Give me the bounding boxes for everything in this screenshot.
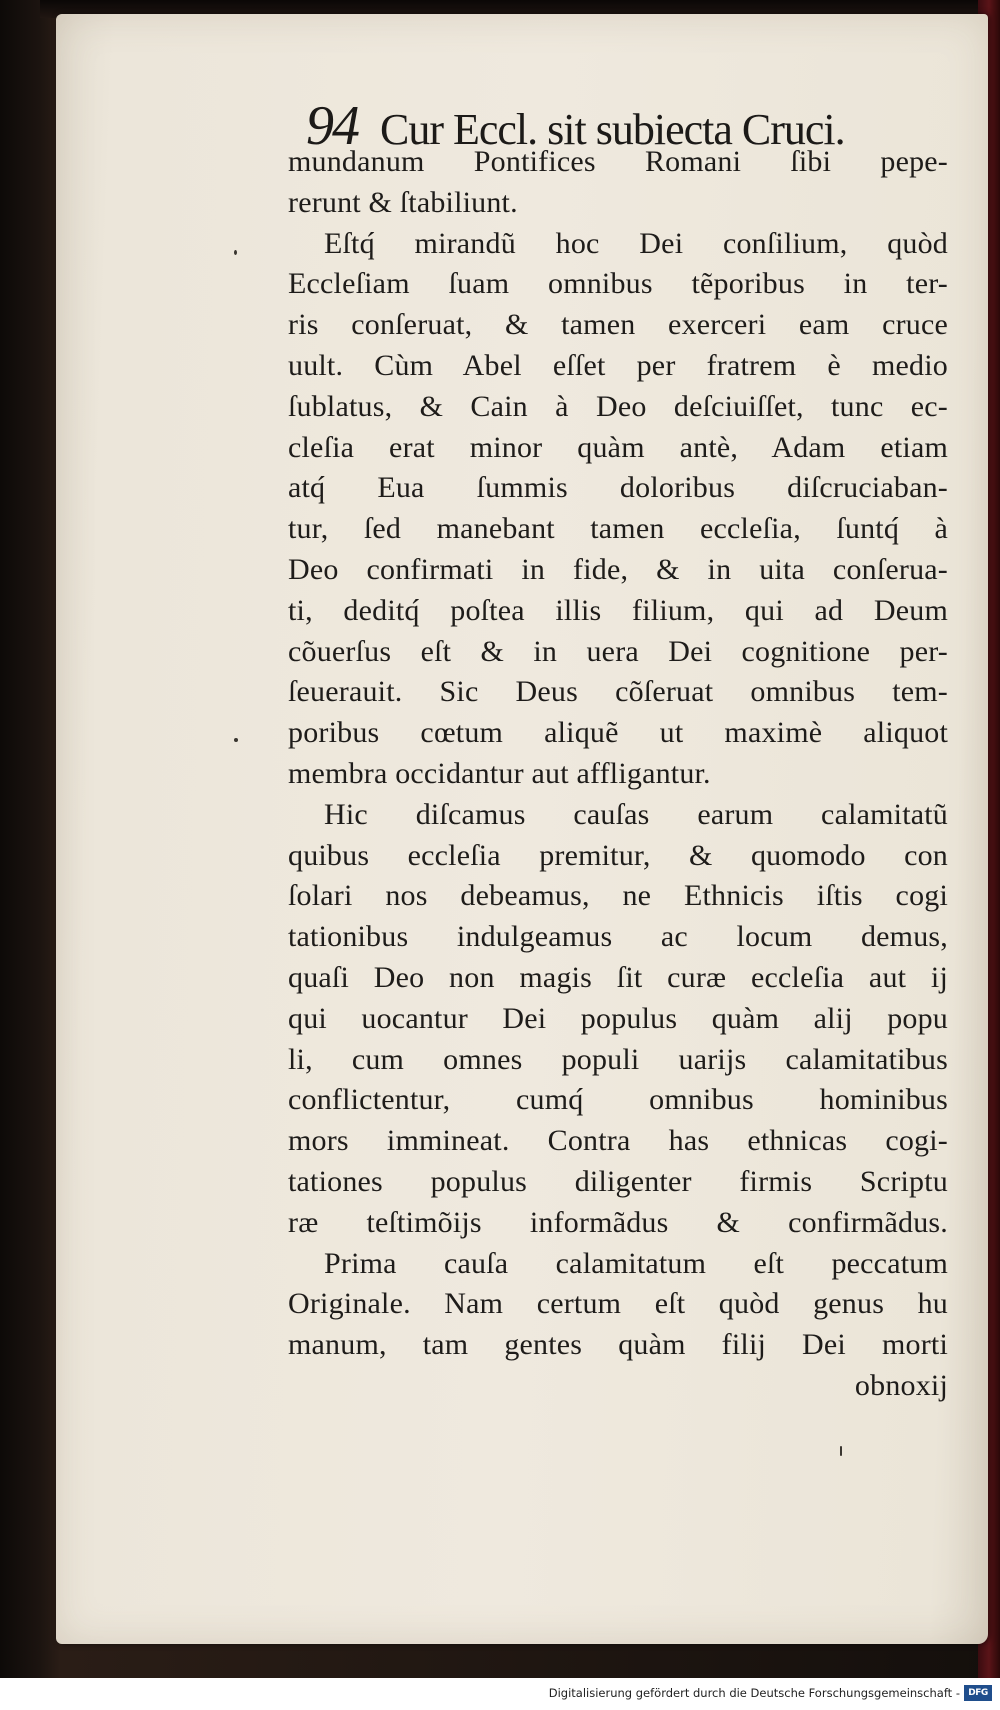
text-line: ſeuerauit. Sic Deus cõſeruat omnibus tem- — [288, 675, 948, 709]
footer-bar — [0, 1678, 1000, 1710]
text-line: ſublatus, & Cain à Deo deſciuiſſet, tunc ec- — [288, 389, 948, 423]
text-line: manum, tam gentes quàm filij Dei morti — [288, 1328, 948, 1362]
text-line: Eccleſiam ſuam omnibus tẽporibus in ter- — [288, 267, 948, 301]
page-number: 94 — [306, 95, 358, 157]
dfg-logo: DFG — [964, 1685, 992, 1701]
ink-speck — [234, 250, 237, 255]
text-line: ti, deditq́ poſtea illis filium, qui ad Deum — [288, 593, 948, 627]
text-line: mors immineat. Contra has ethnicas cogi- — [288, 1124, 948, 1158]
text-line: mundanum Pontifices Romani ſibi pepe- — [288, 145, 948, 178]
running-head: Cur Eccl. sit subiecta Cruci. — [380, 105, 845, 154]
text-line: ris conſeruat, & tamen exerceri eam cruce — [288, 308, 948, 342]
ink-speck — [840, 1446, 842, 1456]
text-line: ſolari nos debeamus, ne Ethnicis iſtis cogi — [288, 879, 948, 913]
text-line: quibus eccleſia premitur, & quomodo con — [288, 838, 948, 872]
body-text — [288, 142, 948, 1407]
ink-speck — [234, 738, 238, 742]
book-page — [56, 14, 988, 1644]
text-line: conflictentur, cumq́ omnibus hominibus — [288, 1083, 948, 1117]
text-line: poribus cœtum aliquẽ ut maximè aliquot — [288, 716, 948, 750]
footer-credit: Digitalisierung gefördert durch die Deutsche Forschungsgemeinschaft - — [548, 1686, 960, 1700]
text-line: atq́ Eua ſummis doloribus diſcruciaban- — [288, 471, 948, 505]
text-line: rerunt & ſtabiliunt. — [288, 185, 518, 219]
text-line: Prima cauſa calamitatum eſt peccatum — [324, 1246, 948, 1280]
text-line: Deo confirmati in fide, & in uita conſerua- — [288, 552, 948, 586]
text-line: tur, ſed manebant tamen eccleſia, ſuntq́ à — [288, 512, 948, 546]
text-line: tationibus indulgeamus ac locum demus, — [288, 920, 948, 954]
text-line: uult. Cùm Abel eſſet per fratrem è medio — [288, 348, 948, 382]
text-line: li, cum omnes populi uarijs calamitatibus — [288, 1042, 948, 1076]
text-line: cõuerſus eſt & in uera Dei cognitione per- — [288, 634, 948, 668]
text-line: ræ teſtimõijs informãdus & confirmãdus. — [288, 1205, 948, 1239]
text-line: cleſia erat minor quàm antè, Adam etiam — [288, 430, 948, 464]
text-line: quaſi Deo non magis ſit curæ eccleſia aut ij — [288, 960, 948, 994]
text-line: membra occidantur aut affligantur. — [288, 756, 711, 790]
text-line: qui uocantur Dei populus quàm alij popu — [288, 1001, 948, 1035]
text-line: Eſtq́ mirandũ hoc Dei conſilium, quòd — [324, 226, 948, 260]
text-line: tationes populus diligenter firmis Scriptu — [288, 1164, 948, 1198]
text-line: Originale. Nam certum eſt quòd genus hu — [288, 1287, 948, 1321]
text-line: Hic diſcamus cauſas earum calamitatũ — [324, 797, 948, 831]
catchword: obnoxij — [854, 1368, 948, 1402]
